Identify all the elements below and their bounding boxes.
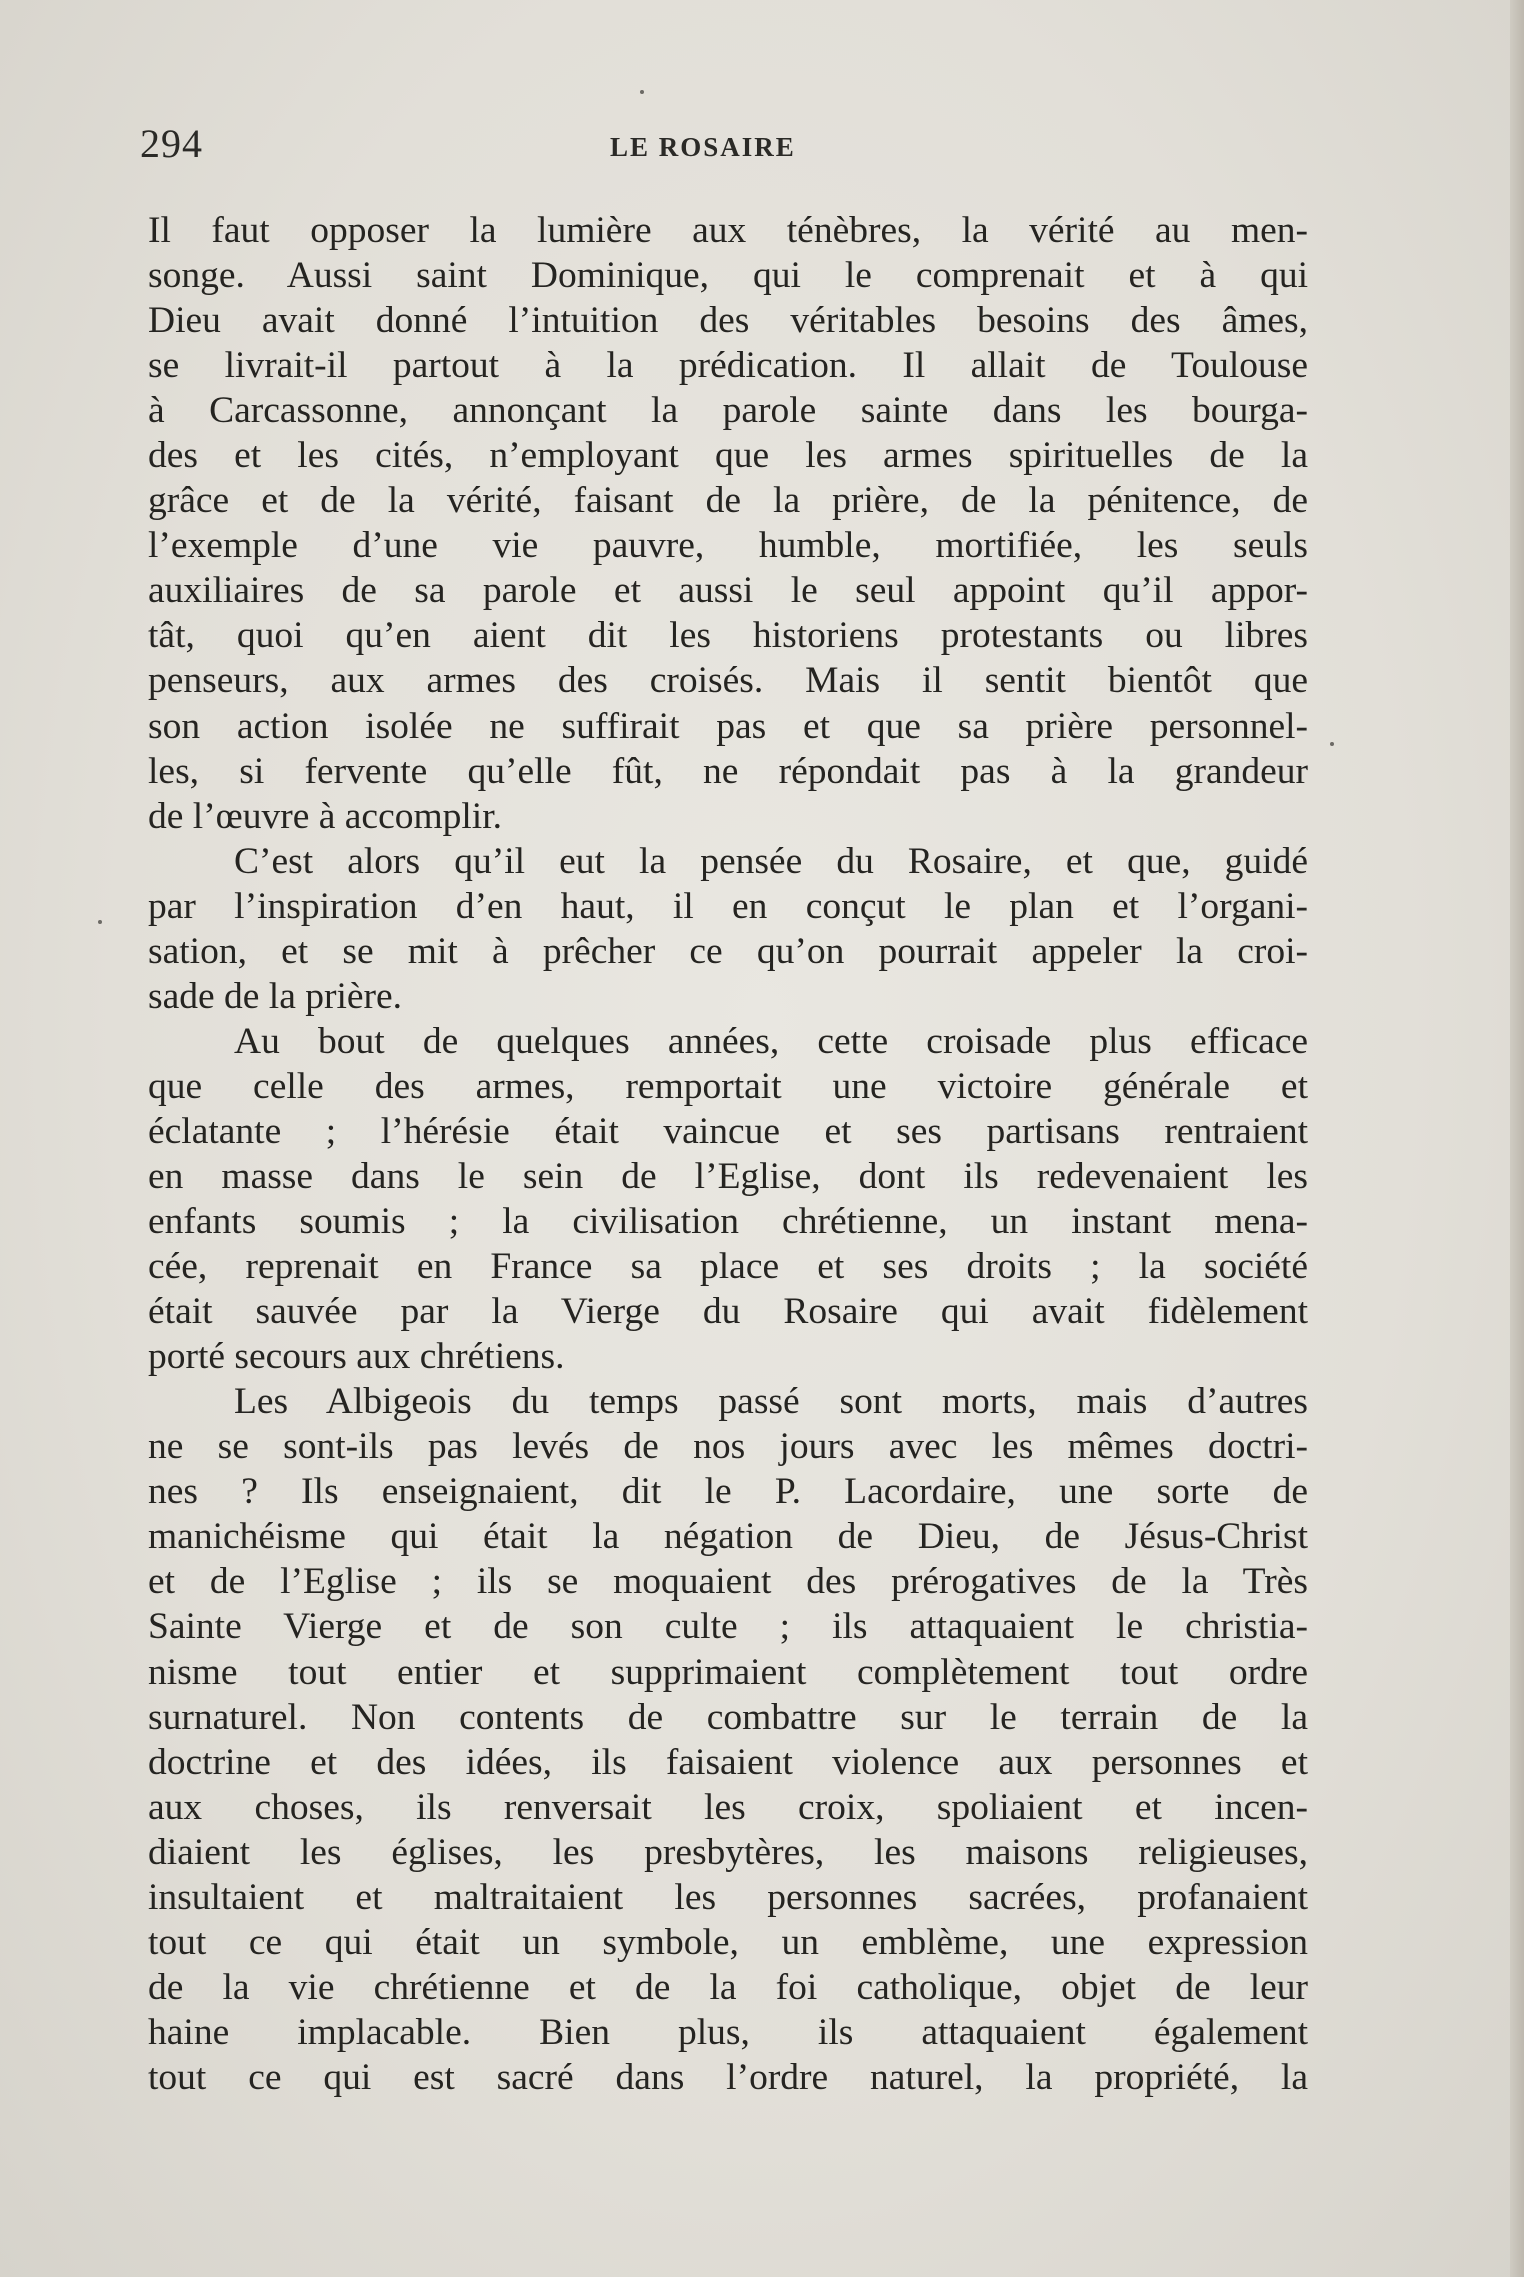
text-line: que celle des armes, remportait une victoire générale et bbox=[148, 1065, 1308, 1107]
body-text bbox=[148, 208, 1308, 2100]
text-line: porté secours aux chrétiens. bbox=[148, 1336, 565, 1378]
text-line: Il faut opposer la lumière aux ténèbres, la vérité au men- bbox=[148, 210, 1308, 251]
text-line: nes ? Ils enseignaient, dit le P. Lacordaire, une sorte de bbox=[148, 1471, 1308, 1513]
text-line: l’exemple d’une vie pauvre, humble, mortifiée, les seuls bbox=[148, 525, 1308, 567]
text-line: tout ce qui est sacré dans l’ordre naturel, la propriété, la bbox=[148, 2056, 1308, 2098]
text-line: Les Albigeois du temps passé sont morts, mais d’autres bbox=[234, 1381, 1308, 1423]
page-edge bbox=[1510, 0, 1524, 2277]
text-line: ne se sont-ils pas levés de nos jours avec les mêmes doctri- bbox=[148, 1426, 1308, 1468]
text-line: auxiliaires de sa parole et aussi le seul appoint qu’il appor- bbox=[148, 570, 1308, 612]
text-line: son action isolée ne suffirait pas et que sa prière personnel- bbox=[148, 705, 1308, 747]
text-line: des et les cités, n’employant que les armes spirituelles de la bbox=[148, 435, 1308, 477]
text-line: Au bout de quelques années, cette croisade plus efficace bbox=[234, 1020, 1308, 1062]
text-line: doctrine et des idées, ils faisaient violence aux personnes et bbox=[148, 1741, 1308, 1783]
print-speck bbox=[98, 920, 102, 924]
page-number: 294 bbox=[140, 121, 203, 166]
text-line: manichéisme qui était la négation de Dieu, de Jésus-Christ bbox=[148, 1516, 1308, 1558]
running-title: LE ROSAIRE bbox=[610, 132, 796, 162]
text-line: était sauvée par la Vierge du Rosaire qui avait fidèlement bbox=[148, 1291, 1308, 1333]
text-line: nisme tout entier et supprimaient complètement tout ordre bbox=[148, 1651, 1308, 1693]
text-line: enfants soumis ; la civilisation chrétienne, un instant mena- bbox=[148, 1201, 1308, 1243]
text-line: à Carcassonne, annonçant la parole sainte dans les bourga- bbox=[148, 390, 1308, 432]
text-line: C’est alors qu’il eut la pensée du Rosaire, et que, guidé bbox=[234, 840, 1308, 882]
text-line: Sainte Vierge et de son culte ; ils attaquaient le christia- bbox=[148, 1606, 1308, 1648]
text-line: penseurs, aux armes des croisés. Mais il sentit bientôt que bbox=[148, 660, 1308, 702]
text-line: diaient les églises, les presbytères, les maisons religieuses, bbox=[148, 1831, 1308, 1873]
text-line: insultaient et maltraitaient les personnes sacrées, profanaient bbox=[148, 1876, 1308, 1918]
text-line: en masse dans le sein de l’Eglise, dont ils redevenaient les bbox=[148, 1155, 1308, 1197]
text-line: de l’œuvre à accomplir. bbox=[148, 795, 503, 837]
text-line: éclatante ; l’hérésie était vaincue et ses partisans rentraient bbox=[148, 1110, 1308, 1152]
text-line: Dieu avait donné l’intuition des véritables besoins des âmes, bbox=[148, 300, 1308, 342]
text-line: tout ce qui était un symbole, un emblème, une expression bbox=[148, 1921, 1308, 1963]
text-line: grâce et de la vérité, faisant de la prière, de la pénitence, de bbox=[148, 480, 1308, 522]
text-line: sade de la prière. bbox=[148, 975, 403, 1017]
print-speck bbox=[1330, 742, 1334, 746]
text-line: de la vie chrétienne et de la foi catholique, objet de leur bbox=[148, 1966, 1308, 2008]
text-line: tât, quoi qu’en aient dit les historiens protestants ou libres bbox=[148, 615, 1308, 657]
text-line: et de l’Eglise ; ils se moquaient des prérogatives de la Très bbox=[148, 1561, 1308, 1603]
text-line: songe. Aussi saint Dominique, qui le comprenait et à qui bbox=[148, 255, 1308, 297]
text-line: aux choses, ils renversait les croix, spoliaient et incen- bbox=[148, 1786, 1308, 1828]
text-line: se livrait-il partout à la prédication. Il allait de Toulouse bbox=[148, 345, 1308, 387]
text-line: sation, et se mit à prêcher ce qu’on pourrait appeler la croi- bbox=[148, 930, 1308, 972]
text-line: haine implacable. Bien plus, ils attaquaient également bbox=[148, 2011, 1308, 2053]
text-line: les, si fervente qu’elle fût, ne répondait pas à la grandeur bbox=[148, 750, 1308, 792]
page-header bbox=[140, 120, 1310, 180]
print-speck bbox=[640, 90, 644, 94]
text-line: cée, reprenait en France sa place et ses droits ; la société bbox=[148, 1246, 1308, 1288]
text-line: surnaturel. Non contents de combattre sur le terrain de la bbox=[148, 1696, 1308, 1738]
text-line: par l’inspiration d’en haut, il en conçut le plan et l’organi- bbox=[148, 885, 1308, 927]
